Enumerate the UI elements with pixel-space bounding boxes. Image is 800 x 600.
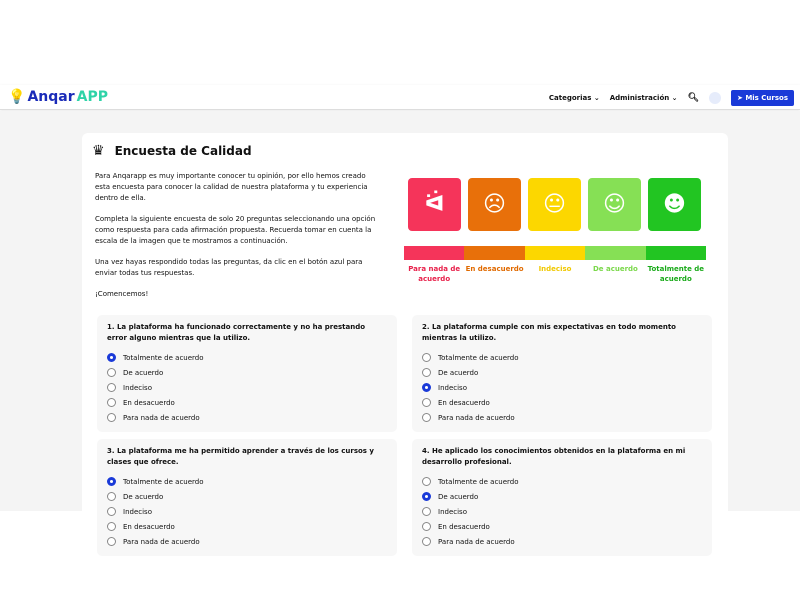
radio-button[interactable] bbox=[107, 353, 116, 362]
avatar[interactable] bbox=[709, 92, 721, 104]
radio-button[interactable] bbox=[422, 398, 431, 407]
nav-administracion[interactable]: Administración ⌄ bbox=[609, 94, 678, 102]
nav-categorias[interactable]: Categorias ⌄ bbox=[548, 94, 600, 102]
radio-button[interactable] bbox=[422, 477, 431, 486]
survey-card bbox=[82, 133, 728, 546]
radio-button[interactable] bbox=[107, 477, 116, 486]
question-text: 2. La plataforma cumple con mis expectativas en todo momento mientras la utilizo. bbox=[422, 323, 676, 342]
navbar bbox=[0, 85, 800, 110]
radio-option[interactable]: De acuerdo bbox=[107, 489, 387, 504]
scale-label: Totalmente de acuerdo bbox=[647, 265, 705, 283]
scale-label: De acuerdo bbox=[592, 265, 638, 273]
crown-icon: ♛ bbox=[92, 143, 105, 159]
radio-button[interactable] bbox=[422, 353, 431, 362]
scale-bar-segment bbox=[585, 246, 645, 260]
mis-cursos-button[interactable]: ➤ Mis Cursos bbox=[731, 90, 794, 106]
radio-button[interactable] bbox=[107, 507, 116, 516]
intro-text: Para Anqarapp es muy importante conocer tu opinión, por ello hemos creado esta encuesta para conocer la calidad de nuestra plataforma y tu experiencia dentro de ella. Completa la siguiente encuesta de solo 20 preguntas seleccionando una opción como respuesta para cada afirmación propuesta. Recuerda tomar en cuenta la escala de la imagen que te mostramos a continuación. Una vez hayas respondido todas las preguntas, da clic en el botón azul para enviar todas tus respuestas. ¡Comencemos! bbox=[95, 172, 376, 298]
question-card bbox=[412, 439, 712, 556]
radio-option[interactable]: Indeciso bbox=[422, 380, 702, 395]
radio-option[interactable]: De acuerdo bbox=[422, 489, 702, 504]
question-text: 3. La plataforma me ha permitido aprender a través de los cursos y clases que ofrece. bbox=[107, 447, 374, 466]
radio-option[interactable]: Para nada de acuerdo bbox=[107, 410, 387, 425]
scale-bar-segment bbox=[525, 246, 585, 260]
radio-option[interactable]: Indeciso bbox=[107, 504, 387, 519]
face-icon: ☺ bbox=[588, 178, 641, 231]
radio-button[interactable] bbox=[422, 368, 431, 377]
radio-button[interactable] bbox=[422, 492, 431, 501]
face-icon: ᐛ bbox=[408, 178, 461, 231]
scale-bar-segment bbox=[464, 246, 524, 260]
question-text: 1. La plataforma ha funcionado correctamente y no ha prestando error alguno mientras que la utilizo. bbox=[107, 323, 366, 342]
radio-button[interactable] bbox=[107, 522, 116, 531]
radio-button[interactable] bbox=[107, 398, 116, 407]
radio-button[interactable] bbox=[422, 507, 431, 516]
face-icon: 😐 bbox=[528, 178, 581, 231]
radio-button[interactable] bbox=[107, 368, 116, 377]
radio-button[interactable] bbox=[422, 522, 431, 531]
radio-option[interactable]: Totalmente de acuerdo bbox=[422, 474, 702, 489]
radio-option[interactable]: En desacuerdo bbox=[107, 519, 387, 534]
radio-option[interactable]: Totalmente de acuerdo bbox=[107, 350, 387, 365]
radio-button[interactable] bbox=[107, 537, 116, 546]
face-icon: ☹ bbox=[468, 178, 521, 231]
radio-button[interactable] bbox=[422, 383, 431, 392]
radio-button[interactable] bbox=[107, 492, 116, 501]
radio-option[interactable]: Totalmente de acuerdo bbox=[422, 350, 702, 365]
rating-scale bbox=[404, 178, 706, 284]
radio-option[interactable]: En desacuerdo bbox=[422, 395, 702, 410]
scale-label: Indeciso bbox=[538, 265, 572, 273]
logo[interactable]: 💡 Anqar APP bbox=[8, 89, 108, 105]
question-text: 4. He aplicado los conocimientos obtenidos en la plataforma en mi desarrollo profesional. bbox=[422, 447, 686, 466]
radio-option[interactable]: De acuerdo bbox=[107, 365, 387, 380]
scale-bar-segment bbox=[646, 246, 706, 260]
face-icon: ☻ bbox=[648, 178, 701, 231]
scale-label: En desacuerdo bbox=[465, 265, 524, 273]
radio-option[interactable]: En desacuerdo bbox=[422, 519, 702, 534]
radio-option[interactable]: Indeciso bbox=[422, 504, 702, 519]
radio-button[interactable] bbox=[422, 537, 431, 546]
scale-bar-segment bbox=[404, 246, 464, 260]
radio-option[interactable]: Para nada de acuerdo bbox=[422, 410, 702, 425]
scale-label: Para nada de acuerdo bbox=[408, 265, 461, 283]
question-card bbox=[97, 315, 397, 432]
question-card bbox=[412, 315, 712, 432]
rocket-icon: ➤ bbox=[737, 94, 743, 102]
radio-option[interactable]: Totalmente de acuerdo bbox=[107, 474, 387, 489]
radio-option[interactable]: Para nada de acuerdo bbox=[422, 534, 702, 549]
question-card bbox=[97, 439, 397, 556]
radio-button[interactable] bbox=[107, 413, 116, 422]
lightbulb-icon: 💡 bbox=[8, 89, 26, 105]
search-icon[interactable]: 🔍︎ bbox=[687, 93, 699, 103]
radio-option[interactable]: Indeciso bbox=[107, 380, 387, 395]
radio-option[interactable]: Para nada de acuerdo bbox=[107, 534, 387, 549]
radio-button[interactable] bbox=[422, 413, 431, 422]
radio-button[interactable] bbox=[107, 383, 116, 392]
radio-option[interactable]: En desacuerdo bbox=[107, 395, 387, 410]
radio-option[interactable]: De acuerdo bbox=[422, 365, 702, 380]
page-title: Encuesta de Calidad bbox=[114, 144, 252, 158]
